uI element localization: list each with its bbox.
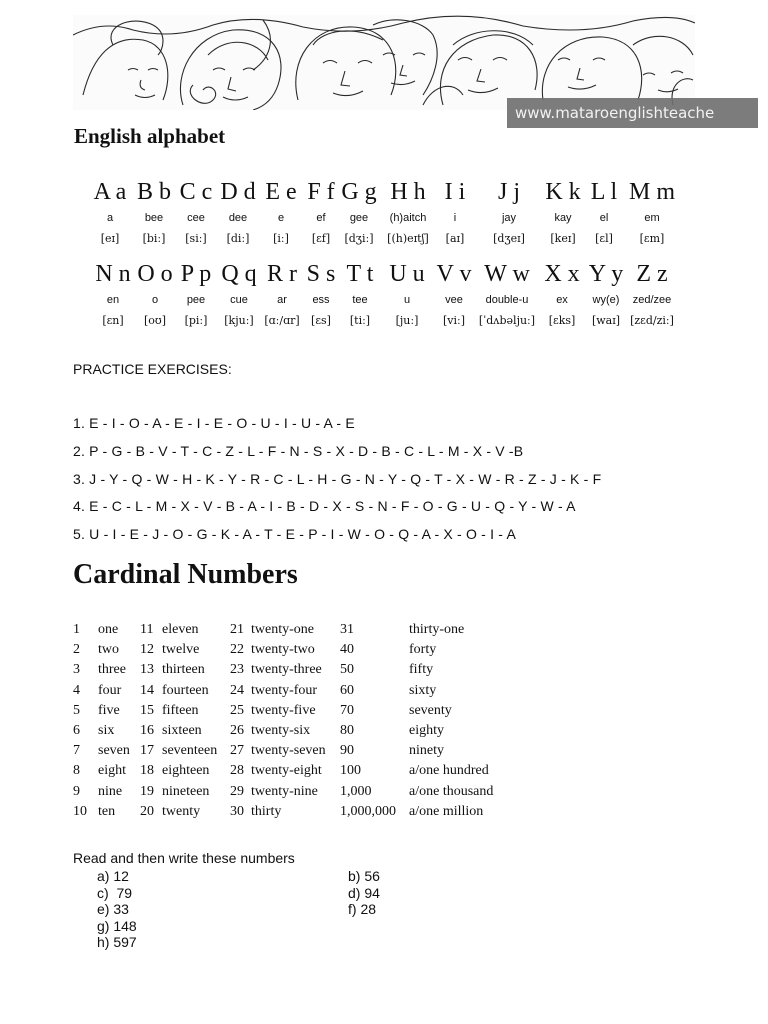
letter-ipa: [juː] — [395, 314, 419, 327]
letter-ipa: [ˈdʌbəljuː] — [478, 314, 536, 327]
letter-name: cee — [187, 212, 205, 224]
letter-ipa: [ɛf] — [311, 232, 331, 245]
letter-name: jay — [501, 212, 517, 224]
number-digits: 80 — [340, 722, 354, 738]
number-words: seven — [98, 743, 130, 759]
exercise-list-right — [348, 868, 380, 918]
number-words: nineteen — [162, 783, 210, 799]
number-digits: 90 — [340, 743, 354, 759]
letter-ipa: [dʒiː] — [344, 232, 374, 245]
number-digits: 9 — [73, 783, 80, 799]
letter-pair: R r — [267, 261, 297, 287]
number-words: seventeen — [162, 743, 218, 759]
number-words: ninety — [409, 743, 444, 759]
number-words: thirteen — [162, 662, 205, 678]
number-digits: 31 — [340, 622, 354, 637]
letter-name: em — [644, 212, 660, 224]
number-words: a/one thousand — [409, 783, 494, 799]
letter-ipa: [oʊ] — [143, 314, 167, 327]
number-digits: 17 — [140, 743, 154, 759]
letter-pair: J j — [497, 179, 520, 205]
exercise-line: 1. E - I - O - A - E - I - E - O - U - I - U - A - E — [73, 415, 355, 431]
letter-pair: U u — [389, 261, 425, 287]
number-words: three — [98, 662, 126, 678]
number-digits: 4 — [73, 682, 80, 698]
number-digits: 27 — [230, 743, 244, 759]
letter-pair: Z z — [636, 261, 668, 287]
number-digits: 100 — [340, 763, 361, 779]
number-words: eight — [98, 763, 126, 779]
number-digits: 10 — [73, 803, 87, 819]
letter-name: bee — [144, 212, 164, 224]
practice-title: PRACTICE EXERCISES: — [73, 361, 232, 377]
letter-ipa: [ɛl] — [595, 232, 613, 245]
number-words: five — [98, 702, 120, 718]
letter-pair: Q q — [221, 261, 257, 287]
letter-cell — [612, 260, 692, 328]
number-words: a/one hundred — [409, 763, 489, 779]
letter-name: kay — [554, 212, 572, 224]
letter-name: pee — [186, 294, 206, 306]
number-digits: 15 — [140, 702, 154, 718]
letter-ipa: [eɪ] — [100, 232, 120, 245]
letter-pair: W w — [484, 261, 530, 287]
number-words: one — [98, 622, 119, 637]
number-words: twenty-nine — [251, 783, 318, 799]
letter-pair: K k — [545, 179, 581, 205]
letter-ipa: [keɪ] — [550, 232, 576, 245]
number-words: six — [98, 722, 115, 738]
number-words: two — [98, 642, 119, 658]
letter-ipa: [ɛn] — [102, 314, 124, 327]
letter-name: ex — [556, 294, 568, 306]
number-words: eleven — [162, 622, 199, 637]
number-digits: 1 — [73, 622, 80, 637]
letter-pair: G g — [341, 179, 377, 205]
letter-name: i — [453, 212, 457, 224]
letter-pair: Y y — [588, 261, 624, 287]
number-digits: 12 — [140, 642, 154, 658]
number-words: a/one million — [409, 803, 484, 819]
number-digits: 22 — [230, 642, 244, 658]
letter-pair: F f — [307, 179, 335, 205]
letter-name: el — [599, 212, 609, 224]
alphabet-title: English alphabet — [74, 124, 226, 148]
exercise-line: 4. E - C - L - M - X - V - B - A - I - B - D - X - S - N - F - O - G - U - Q - Y - W - A — [73, 498, 576, 514]
number-words: nine — [98, 783, 123, 799]
letter-ipa: [piː] — [184, 314, 208, 327]
number-digits: 20 — [140, 803, 154, 819]
letter-name: cue — [230, 294, 248, 306]
letter-cell — [612, 178, 692, 246]
alphabet-row-a-m — [0, 178, 768, 268]
letter-pair: L l — [590, 179, 618, 205]
number-words: thirty-one — [409, 622, 465, 637]
number-digits: 18 — [140, 763, 154, 779]
number-words: twenty-five — [251, 702, 316, 718]
letter-pair: H h — [390, 179, 426, 205]
number-digits: 5 — [73, 702, 80, 718]
number-digits: 1,000,000 — [340, 803, 396, 819]
letter-ipa: [biː] — [142, 232, 166, 245]
number-digits: 7 — [73, 743, 80, 759]
number-digits: 50 — [340, 662, 354, 678]
letter-pair: B b — [136, 179, 171, 205]
letter-ipa: [ɑː/ɑr] — [264, 314, 300, 327]
letter-name: dee — [228, 212, 248, 224]
letter-ipa: [ɛks] — [548, 314, 576, 327]
number-digits: 26 — [230, 722, 244, 738]
letter-ipa: [aɪ] — [445, 232, 465, 245]
letter-pair: A a — [93, 179, 127, 205]
number-digits: 21 — [230, 622, 244, 637]
number-words: twelve — [162, 642, 200, 658]
letter-ipa: [kjuː] — [224, 314, 254, 327]
letter-ipa: [(h)eɪtʃ] — [387, 232, 429, 245]
letter-name: e — [277, 212, 285, 224]
number-digits: 40 — [340, 642, 354, 658]
letter-ipa: [dʒeɪ] — [493, 232, 525, 245]
exercise-item: a) 12 — [97, 868, 129, 884]
letter-name: o — [151, 294, 159, 306]
number-digits: 30 — [230, 803, 244, 819]
number-words: thirty — [251, 803, 282, 819]
letter-name: ef — [316, 212, 326, 224]
letter-pair: O o — [137, 261, 173, 287]
number-words: forty — [409, 642, 437, 658]
number-digits: 29 — [230, 783, 244, 799]
number-words: twenty-one — [251, 622, 314, 637]
letter-ipa: [diː] — [226, 232, 250, 245]
letter-name: tee — [352, 294, 368, 306]
exercise-line: 2. P - G - B - V - T - C - Z - L - F - N - S - X - D - B - C - L - M - X - V -B — [73, 443, 524, 459]
letter-name: (h)aitch — [389, 212, 427, 224]
letter-pair: S s — [306, 261, 336, 287]
number-words: sixty — [409, 682, 437, 698]
letter-name: ess — [312, 294, 330, 306]
letter-ipa: [zɛd/ziː] — [630, 314, 674, 327]
exercise-item: h) 597 — [97, 934, 137, 951]
letter-pair: C c — [179, 179, 213, 205]
letter-pair: E e — [265, 179, 297, 205]
letter-ipa: [iː] — [273, 232, 289, 245]
number-digits: 1,000 — [340, 783, 372, 799]
number-digits: 16 — [140, 722, 154, 738]
read-write-title: Read and then write these numbers — [73, 850, 295, 866]
number-words: ten — [98, 803, 116, 819]
cardinal-numbers-title: Cardinal Numbers — [73, 559, 298, 590]
letter-pair: X x — [544, 261, 580, 287]
letter-name: zed/zee — [632, 294, 672, 306]
number-digits: 28 — [230, 763, 244, 779]
number-words: sixteen — [162, 722, 202, 738]
number-digits: 14 — [140, 682, 154, 698]
letter-pair: V v — [436, 261, 472, 287]
letter-name: vee — [445, 294, 463, 306]
exercise-item: c) 79 — [97, 884, 133, 901]
letter-ipa: [ɛs] — [311, 314, 331, 327]
number-words: fifteen — [162, 702, 199, 718]
letter-pair: N n — [95, 261, 131, 287]
exercise-item: f) 28 — [348, 901, 377, 918]
watermark: www.mataroenglishteache — [507, 98, 758, 128]
exercise-list-left — [97, 868, 137, 951]
letter-pair: P p — [180, 261, 212, 287]
letter-pair: I i — [444, 179, 466, 205]
letter-pair: T t — [346, 261, 374, 287]
number-digits: 11 — [140, 622, 154, 637]
letter-pair: M m — [628, 179, 675, 205]
letter-ipa: [siː] — [185, 232, 207, 245]
exercise-item: g) 148 — [97, 917, 137, 934]
number-words: seventy — [409, 702, 452, 718]
number-digits: 19 — [140, 783, 154, 799]
number-words: eighty — [409, 722, 444, 738]
number-digits: 13 — [140, 662, 154, 678]
number-words: twenty-three — [251, 662, 322, 678]
exercise-item: d) 94 — [348, 884, 380, 901]
letter-ipa: [ɛm] — [639, 232, 665, 245]
exercise-item: e) 33 — [97, 901, 129, 918]
letter-ipa: [tiː] — [349, 314, 371, 327]
letter-pair: D d — [220, 179, 256, 205]
number-words: twenty-two — [251, 642, 315, 658]
letter-name: double-u — [485, 294, 529, 306]
number-words: twenty-six — [251, 722, 311, 738]
number-words: four — [98, 682, 122, 698]
number-words: eighteen — [162, 763, 210, 779]
number-words: twenty-four — [251, 682, 318, 698]
number-digits: 6 — [73, 722, 80, 738]
number-words: twenty — [162, 803, 201, 819]
number-words: twenty-seven — [251, 743, 326, 759]
number-words: twenty-eight — [251, 763, 322, 779]
letter-ipa: [viː] — [442, 314, 466, 327]
number-words: fourteen — [162, 682, 209, 698]
letter-name: u — [403, 294, 411, 306]
number-digits: 8 — [73, 763, 80, 779]
letter-name: ar — [277, 294, 287, 306]
number-digits: 25 — [230, 702, 244, 718]
header-illustration — [73, 15, 695, 110]
number-digits: 3 — [73, 662, 80, 678]
exercise-line: 5. U - I - E - J - O - G - K - A - T - E - P - I - W - O - Q - A - X - O - I - A — [73, 526, 517, 542]
number-digits: 24 — [230, 682, 244, 698]
letter-name: a — [106, 212, 114, 224]
number-digits: 70 — [340, 702, 354, 718]
alphabet-row-n-z — [0, 260, 768, 350]
letter-name: wy(e) — [592, 294, 620, 306]
number-digits: 60 — [340, 682, 354, 698]
letter-name: gee — [349, 212, 369, 224]
number-digits: 2 — [73, 642, 80, 658]
letter-name: en — [106, 294, 120, 306]
number-words: fifty — [409, 662, 434, 678]
letter-ipa: [waɪ] — [591, 314, 621, 327]
number-digits: 23 — [230, 662, 244, 678]
exercise-line: 3. J - Y - Q - W - H - K - Y - R - C - L - H - G - N - Y - Q - T - X - W - R - Z - J - K - F — [73, 471, 602, 487]
exercise-item: b) 56 — [348, 868, 380, 884]
